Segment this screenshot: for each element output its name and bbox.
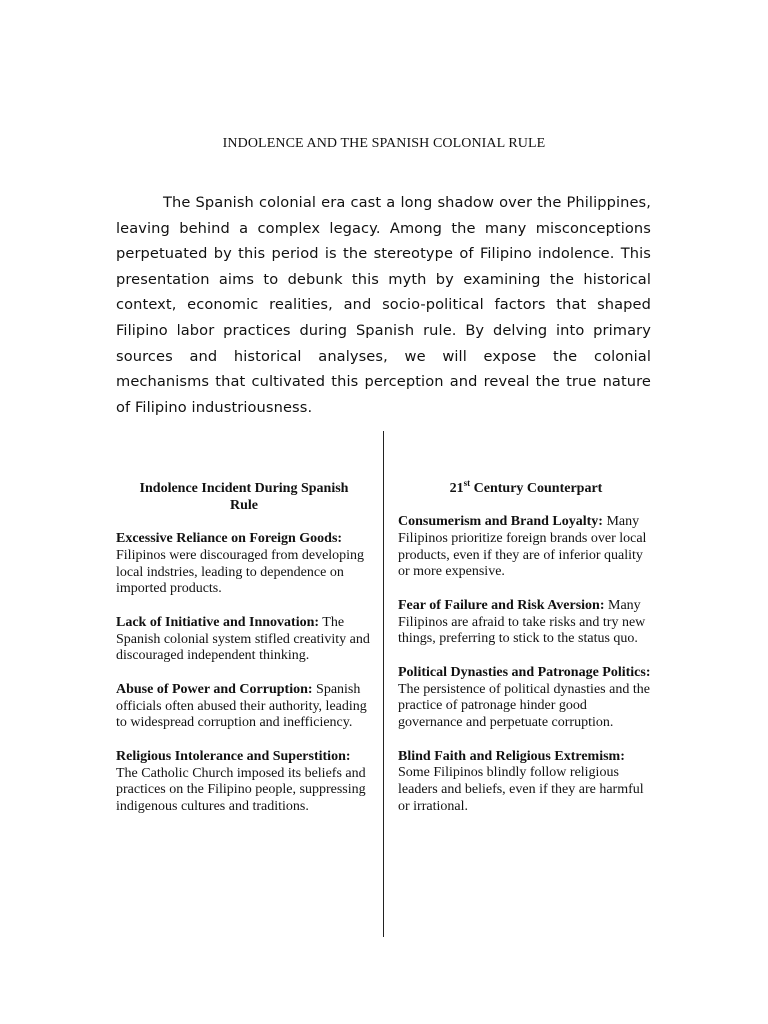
left-item-corruption: [116, 682, 372, 732]
column-divider: [383, 431, 384, 937]
right-column-header: [398, 480, 654, 497]
item-title: Political Dynasties and Patronage Politics:: [398, 664, 651, 680]
left-item-initiative: [116, 615, 372, 665]
item-text: Many Filipinos prioritize foreign brands over local products, even if they are of inferior quality or more expensive.: [398, 514, 647, 580]
item-title: Fear of Failure and Risk Aversion:: [398, 597, 605, 613]
item-text: Some Filipinos blindly follow religious leaders and beliefs, even if they are harmful or irrational.: [398, 765, 644, 814]
left-column: [116, 480, 372, 833]
item-text: Many Filipinos are afraid to take risks and try new things, preferring to stick to the status quo.: [398, 597, 646, 647]
item-title: Abuse of Power and Corruption:: [116, 681, 313, 697]
item-title: Religious Intolerance and Superstition:: [116, 748, 351, 764]
right-column: [398, 480, 654, 832]
item-text: Spanish officials often abused their authority, leading to widespread corruption and inefficiency.: [116, 681, 367, 731]
item-title: Lack of Initiative and Innovation:: [116, 614, 320, 630]
right-item-political-dynasties: [398, 665, 654, 732]
left-column-header: Indolence Incident During Spanish Rule: [139, 481, 349, 513]
item-text: The persistence of political dynasties and the practice of patronage hinder good governance and perpetuate corruption.: [398, 681, 650, 731]
item-title: Consumerism and Brand Loyalty:: [398, 514, 603, 529]
header-century-number: 21: [449, 481, 464, 496]
header-century-text: Century Counterpart: [473, 481, 603, 496]
right-item-risk-aversion: [398, 598, 654, 648]
right-item-consumerism: [398, 514, 654, 581]
right-item-blind-faith: [398, 749, 654, 816]
item-text: The Catholic Church imposed its beliefs and practices on the Filipino people, suppressing indigenous cultures and traditions.: [116, 765, 366, 815]
intro-paragraph: The Spanish colonial era cast a long shadow over the Philippines, leaving behind a complex legacy. Among the many misconceptions perpetuated by this period is the stereotype of Filipino indolence. This presentation aims to debunk this myth by examining the historical context, economic realities, and socio-political factors that shaped Filipino labor practices during Spanish rule. By delving into primary sources and historical analyses, we will expose the colonial mechanisms that cultivated this perception and reveal the true nature of Filipino industriousness.: [116, 194, 651, 416]
document-title: INDOLENCE AND THE SPANISH COLONIAL RULE: [222, 136, 546, 151]
left-item-religious-intolerance: [116, 749, 372, 816]
item-text: The Spanish colonial system stifled creativity and discouraged independent thinking.: [116, 614, 370, 664]
left-item-foreign-goods: [116, 531, 372, 598]
item-text: Filipinos were discouraged from developing local indstries, leading to dependence on imported products.: [116, 547, 365, 597]
header-ordinal-suffix: st: [463, 478, 471, 488]
item-title: Blind Faith and Religious Extremism:: [398, 748, 625, 764]
item-title: Excessive Reliance on Foreign Goods:: [116, 531, 343, 546]
